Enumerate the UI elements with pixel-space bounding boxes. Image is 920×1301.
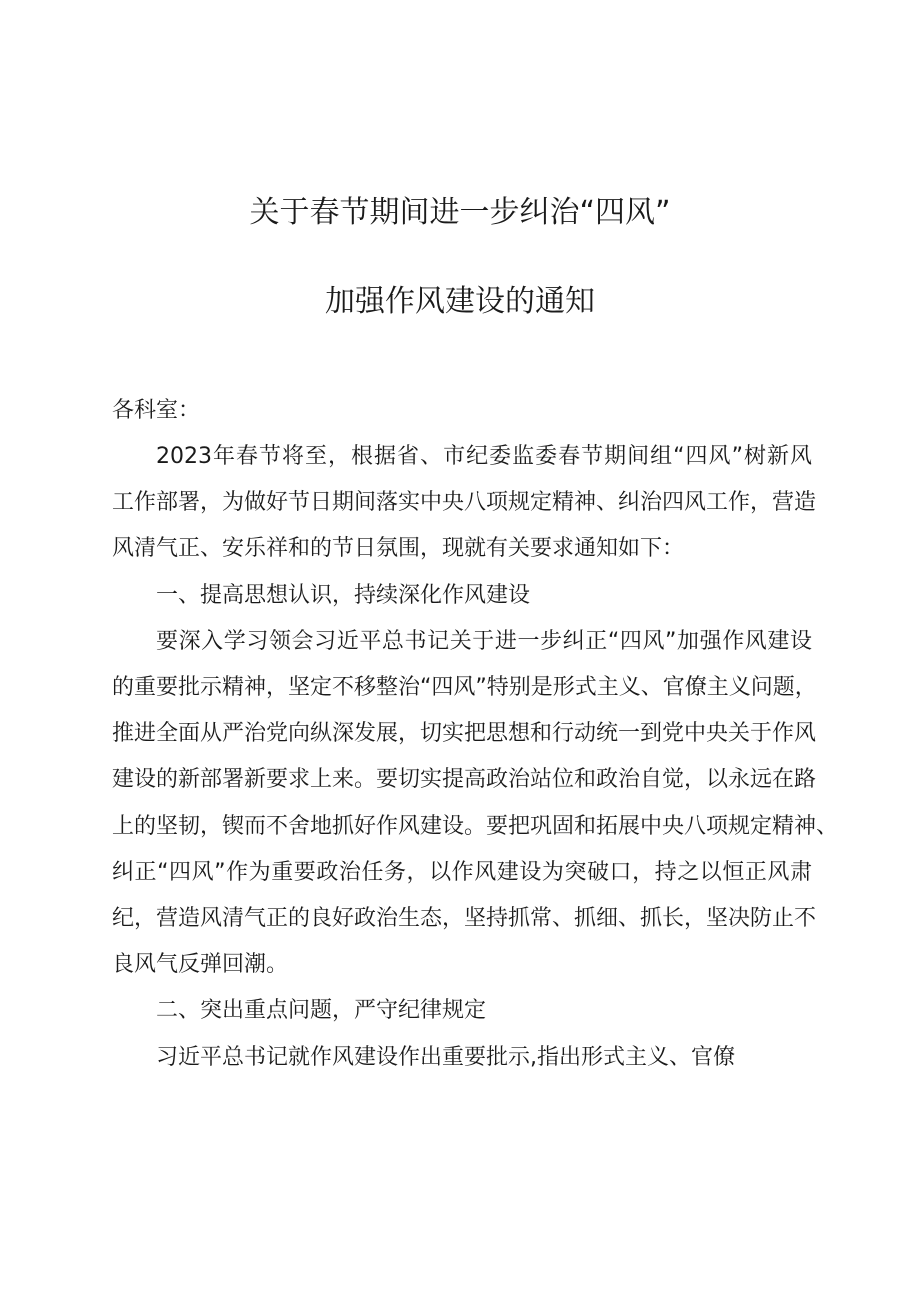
- paragraph-line: 的重要批示精神，坚定不移整治“四风”特别是形式主义、官僚主义问题，: [112, 675, 817, 701]
- section-1-heading: 一、提高思想认识，持续深化作风建设: [156, 582, 531, 608]
- paragraph-line: 2023年春节将至，根据省、市纪委监委春节期间组“四风”树新风: [156, 444, 812, 469]
- paragraph-line: 纪，营造风清气正的良好政治生态，坚持抓常、抓细、抓长，坚决防止不: [112, 906, 817, 932]
- paragraph-line: 风清气正、安乐祥和的节日氛围，现就有关要求通知如下：: [112, 536, 685, 562]
- paragraph-line: 推进全面从严治党向纵深发展，切实把思想和行动统一到党中央关于作风: [112, 721, 817, 747]
- paragraph-line: 习近平总书记就作风建设作出重要批示,指出形式主义、官僚: [156, 1044, 735, 1070]
- paragraph-line: 纠正“四风”作为重要政治任务，以作风建设为突破口，持之以恒正风肃: [112, 859, 812, 885]
- document-body: [112, 388, 839, 1081]
- paragraph-line: 建设的新部署新要求上来。要切实提高政治站位和政治自觉，以永远在路: [112, 767, 817, 793]
- section-2-heading: 二、突出重点问题，严守纪律规定: [156, 998, 487, 1024]
- document-title-line-1: 关于春节期间进一步纠治“四风”: [249, 195, 671, 230]
- paragraph-line: 要深入学习领会习近平总书记关于进一步纠正“四风”加强作风建设: [156, 628, 812, 654]
- paragraph-line: 良风气反弹回潮。: [112, 952, 289, 978]
- intro-paragraph: [112, 434, 817, 573]
- section-2-paragraph: [112, 1035, 812, 1081]
- document-title-line-2: 加强作风建设的通知: [325, 284, 595, 319]
- section-1-paragraph: [112, 619, 839, 989]
- paragraph-line: 上的坚韧，锲而不舍地抓好作风建设。要把巩固和拓展中央八项规定精神、: [112, 813, 839, 839]
- salutation: 各科室：: [112, 398, 201, 423]
- paragraph-line: 工作部署，为做好节日期间落实中央八项规定精神、纠治四风工作，营造: [112, 490, 817, 516]
